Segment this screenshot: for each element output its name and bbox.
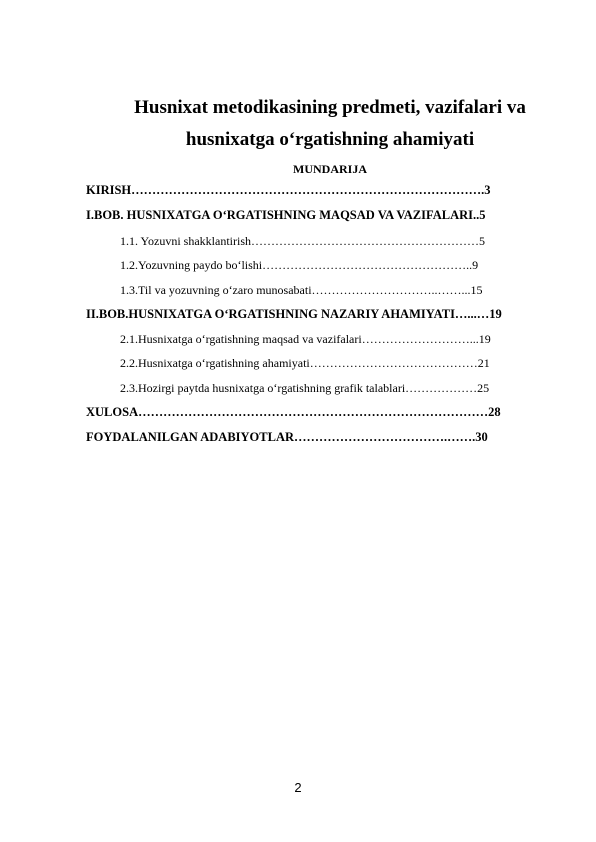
toc-entry-2-3: 2.3.Hozirgi paytda husnixatga o‘rgatishning grafik talablari………………25 (120, 381, 490, 395)
toc-entry-1-2: 1.2.Yozuvning paydo bo‘lishi……………………………………………..9 (120, 258, 479, 272)
toc-entry-chapter-1: I.BOB. HUSNIXATGA O‘RGATISHNING MAQSAD VA VAZIFALARI..5 (86, 208, 486, 222)
document-title-line-2: husnixatga o‘rgatishning ahamiyati (185, 129, 475, 150)
toc-entry-kirish: KIRISH………………………………………………………………………….3 (86, 183, 491, 197)
page-number: 2 (294, 780, 302, 795)
toc-entry-chapter-2: II.BOB.HUSNIXATGA O‘RGATISHNING NAZARIY AHAMIYATI…...…19 (86, 307, 502, 321)
toc-entry-1-1: 1.1. Yozuvni shakklantirish…………………………………………………5 (120, 234, 486, 248)
document-title-line-1: Husnixat metodikasining predmeti, vazifalari va (134, 97, 526, 118)
toc-entry-xulosa: XULOSA…………………………………………………………………………28 (86, 405, 501, 419)
toc-entry-2-1: 2.1.Husnixatga o‘rgatishning maqsad va vazifalari………………………...19 (120, 332, 491, 346)
toc-entry-2-2: 2.2.Husnixatga o‘rgatishning ahamiyati……………………………………21 (120, 356, 490, 370)
contents-heading: MUNDARIJA (293, 162, 367, 176)
toc-entry-bibliography: FOYDALANILGAN ADABIYOTLAR……………………………….…….30 (86, 430, 488, 444)
toc-entry-1-3: 1.3.Til va yozuvning o‘zaro munosabati…………………………..……...15 (120, 283, 483, 297)
